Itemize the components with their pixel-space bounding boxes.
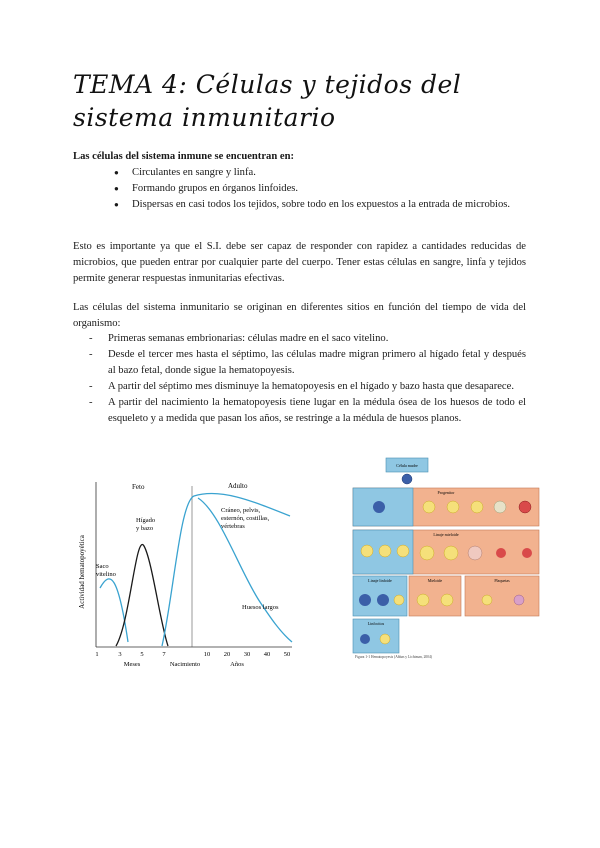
- x-label-meses: Meses: [123, 661, 141, 668]
- cell: [394, 595, 404, 605]
- lineage-diagram: [343, 456, 543, 661]
- cell: [519, 501, 531, 513]
- list-item: - Primeras semanas embrionarias: células madre en el saco vitelino.: [108, 331, 526, 347]
- tick-label: 50: [283, 651, 291, 658]
- x-label-anos: Años: [230, 661, 244, 668]
- cell: [522, 548, 532, 558]
- tick-label: 30: [243, 651, 251, 658]
- tick-label: 1: [95, 651, 99, 658]
- tick-label: 10: [203, 651, 211, 658]
- cell: [444, 546, 458, 560]
- paragraph-origin: Las células del sistema inmunitario se originan en diferentes sitios en función del tiempo de vida del organismo:: [73, 302, 526, 329]
- list-item: - A partir del séptimo mes disminuye la hematopoyesis en el hígado y bazo hasta que desaparece.: [108, 379, 526, 395]
- tick-label: 3: [118, 651, 122, 658]
- cell: [496, 548, 506, 558]
- progenitor-label: Progenitor: [437, 490, 455, 495]
- cell: [377, 594, 389, 606]
- cell: [482, 595, 492, 605]
- tick-label: 7: [162, 651, 166, 658]
- tick-label: 40: [263, 651, 271, 658]
- myeloid-box-label: Mieloide: [427, 578, 443, 583]
- stem-cell: [402, 474, 412, 484]
- cell: [397, 545, 409, 557]
- intro-heading: Las células del sistema inmune se encuentran en:: [73, 151, 294, 162]
- region-label-adulto: Adulto: [228, 482, 248, 490]
- myeloid-lineage-label: Linaje mieloide: [433, 532, 459, 537]
- cell: [360, 634, 370, 644]
- list-item: - A partir del nacimiento la hematopoyesis tiene lugar en la médula ósea de los huesos de todo el esqueleto y a medida que pasan los años, se restringe a la médula de huesos planos.: [108, 395, 526, 427]
- list-item: ● Dispersas en casi todos los tejidos, sobre todo en los expuestos a la entrada de microbios.: [132, 197, 526, 213]
- label-craneo: Cráneo, pelvis, esternón, costillas, vértebras: [221, 507, 270, 530]
- page-title: TEMA 4: Células y tejidos del sistema inmunitario: [73, 70, 462, 132]
- list-item: ● Circulantes en sangre y linfa.: [132, 165, 526, 181]
- cell: [468, 546, 482, 560]
- cell: [447, 501, 459, 513]
- cell: [423, 501, 435, 513]
- label-huesos-largos: Huesos largos: [242, 604, 279, 611]
- region-label-feto: Feto: [132, 483, 145, 491]
- cell: [361, 545, 373, 557]
- label-saco-vitelino: Saco vitelino: [96, 563, 116, 578]
- label-higado-bazo: Hígado y bazo: [136, 517, 156, 532]
- lymphocyte-box-label: Linfocitos: [367, 621, 385, 626]
- tick-label: 5: [140, 651, 144, 658]
- cell: [471, 501, 483, 513]
- series-saco-vitelino: [100, 579, 128, 642]
- paragraph-importance: Esto es importante ya que el S.I. debe ser capaz de responder con rapidez a cantidades reducidas de microbios, que pueden entrar por cualquier parte del cuerpo. Tener estas células en sangre, linfa y tejidos permite generar respuestas inmunitarias efectivas.: [73, 241, 526, 284]
- lymphoid-lineage-label: Linaje linfoide: [368, 578, 392, 583]
- cell: [373, 501, 385, 513]
- cell: [420, 546, 434, 560]
- location-list: [132, 165, 526, 213]
- cell: [441, 594, 453, 606]
- cell: [379, 545, 391, 557]
- hematopoiesis-chart: [70, 472, 295, 672]
- series-higado-bazo: [116, 545, 168, 646]
- cell: [514, 595, 524, 605]
- x-label-nacimiento: Nacimiento: [169, 661, 201, 668]
- y-axis-label: Actividad hematopoyética: [78, 535, 86, 609]
- stem-cell-label: Célula madre: [396, 463, 418, 468]
- figure-caption: Figura 1-1 Hematopoyesis (Abbas y Lichtman, 2004): [355, 655, 432, 659]
- cell: [494, 501, 506, 513]
- list-item: ● Formando grupos en órganos linfoides.: [132, 181, 526, 197]
- list-item: - Desde el tercer mes hasta el séptimo, las células madre migran primero al hígado fetal y después al bazo fetal, donde sigue la hematopoyesis.: [108, 347, 526, 379]
- cell: [380, 634, 390, 644]
- cell: [417, 594, 429, 606]
- origin-list: [108, 331, 526, 427]
- cell: [359, 594, 371, 606]
- platelet-box-label: Plaquetas: [494, 578, 510, 583]
- tick-label: 20: [223, 651, 231, 658]
